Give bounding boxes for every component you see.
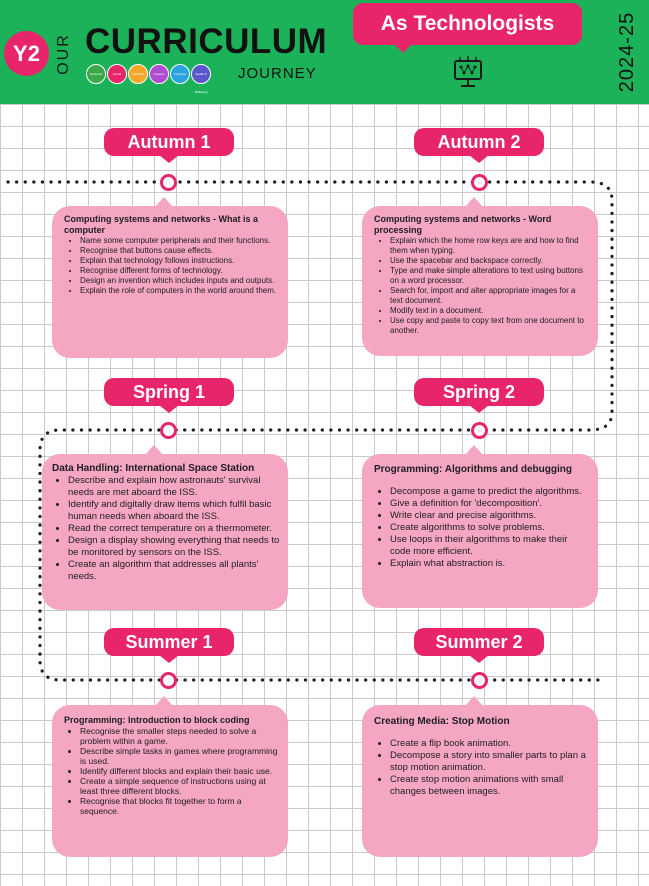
list-item: • Modify text in a document. [390, 306, 590, 316]
our-label: OUR [55, 33, 72, 75]
autumn-1-content-box [52, 206, 288, 358]
term-label-autumn-2: Autumn 2 [414, 128, 544, 156]
subject-badge: As Technologists [353, 3, 582, 45]
autumn-2-objectives-list [374, 236, 590, 336]
list-item: • Name some computer peripherals and their functions. [80, 236, 280, 246]
list-item: • Explain the role of computers in the world around them. [80, 286, 280, 296]
academic-year-label: 2024-25 [616, 11, 638, 93]
list-item: • Identify different blocks and explain their basic use. [80, 766, 280, 776]
node-autumn-2 [471, 174, 488, 191]
list-item: • Use the spacebar and backspace correctly. [390, 256, 590, 266]
list-item: • Design an invention which includes inputs and outputs. [80, 276, 280, 286]
summer-2-objectives-list [374, 738, 590, 798]
term-label-spring-1: Spring 1 [104, 378, 234, 406]
autumn-1-unit-title: Computing systems and networks - What is a computer [64, 214, 259, 235]
list-item: • Recognise the smaller steps needed to solve a problem within a game. [80, 726, 280, 746]
list-item: • Give a definition for 'decomposition'. [390, 498, 590, 510]
list-item: • Design a display showing everything that needs to be monitored by sensors on the ISS. [68, 535, 280, 559]
list-item: • Recognise different forms of technology. [80, 266, 280, 276]
spring-2-objectives-list [374, 486, 590, 570]
value-social-badge: Social [107, 64, 127, 84]
autumn-1-objectives-list [64, 236, 280, 296]
value-wellbeing-badge: Health & Wellbeing [191, 64, 211, 84]
value-spiritual-badge: Spiritual [128, 64, 148, 84]
spring-2-content-box [362, 454, 598, 608]
value-physical-badge: Physical [170, 64, 190, 84]
list-item: • Search for, import and alter appropriate images for a text document. [390, 286, 590, 306]
curriculum-title: CURRICULUM [85, 22, 328, 61]
list-item: • Explain that technology follows instructions. [80, 256, 280, 266]
summer-1-content-box [52, 705, 288, 857]
year-group-badge: Y2 [4, 31, 49, 76]
summer-2-content-box [362, 705, 598, 857]
node-spring-2 [471, 422, 488, 439]
list-item: • Describe simple tasks in games where programming is used. [80, 746, 280, 766]
node-autumn-1 [160, 174, 177, 191]
list-item: • Create algorithms to solve problems. [390, 522, 590, 534]
list-item: • Create stop motion animations with small changes between images. [390, 774, 590, 798]
list-item: • Recognise that buttons cause effects. [80, 246, 280, 256]
spring-1-content-box [42, 454, 288, 610]
summer-1-unit-title: Programming: Introduction to block coding [64, 715, 250, 725]
list-item: • Decompose a game to predict the algorithms. [390, 486, 590, 498]
list-item: • Write clear and precise algorithms. [390, 510, 590, 522]
value-personal-badge: Personal [86, 64, 106, 84]
list-item: • Create a simple sequence of instructions using at least three different blocks. [80, 776, 280, 796]
summer-2-unit-title: Creating Media: Stop Motion [374, 716, 510, 727]
list-item: • Read the correct temperature on a thermometer. [68, 523, 280, 535]
autumn-2-unit-title: Computing systems and networks - Word processing [374, 214, 552, 235]
list-item: • Create an algorithm that addresses all plants' needs. [68, 559, 280, 583]
spring-2-unit-title: Programming: Algorithms and debugging [374, 464, 572, 475]
list-item: • Recognise that blocks fit together to form a sequence. [80, 796, 280, 816]
term-label-autumn-1: Autumn 1 [104, 128, 234, 156]
autumn-2-content-box [362, 206, 598, 356]
spring-1-unit-title: Data Handling: International Space Station [52, 463, 255, 474]
list-item: • Identify and digitally draw items which fulfil basic human needs when aboard the ISS. [68, 499, 280, 523]
list-item: • Explain which the home row keys are and how to find them when typing. [390, 236, 590, 256]
value-creative-badge: Creative [149, 64, 169, 84]
node-summer-1 [160, 672, 177, 689]
list-item: • Create a flip book animation. [390, 738, 590, 750]
list-item: • Type and make simple alterations to text using buttons on a word processor. [390, 266, 590, 286]
node-summer-2 [471, 672, 488, 689]
list-item: • Use copy and paste to copy text from one document to another. [390, 316, 590, 336]
term-label-summer-2: Summer 2 [414, 628, 544, 656]
summer-1-objectives-list [64, 726, 280, 816]
list-item: • Explain what abstraction is. [390, 558, 590, 570]
list-item: • Decompose a story into smaller parts to plan a stop motion animation. [390, 750, 590, 774]
node-spring-1 [160, 422, 177, 439]
journey-label: JOURNEY [238, 65, 317, 82]
spring-1-objectives-list [52, 475, 280, 583]
list-item: • Describe and explain how astronauts' survival needs are met aboard the ISS. [68, 475, 280, 499]
list-item: • Use loops in their algorithms to make their code more efficient. [390, 534, 590, 558]
term-label-spring-2: Spring 2 [414, 378, 544, 406]
term-label-summer-1: Summer 1 [104, 628, 234, 656]
